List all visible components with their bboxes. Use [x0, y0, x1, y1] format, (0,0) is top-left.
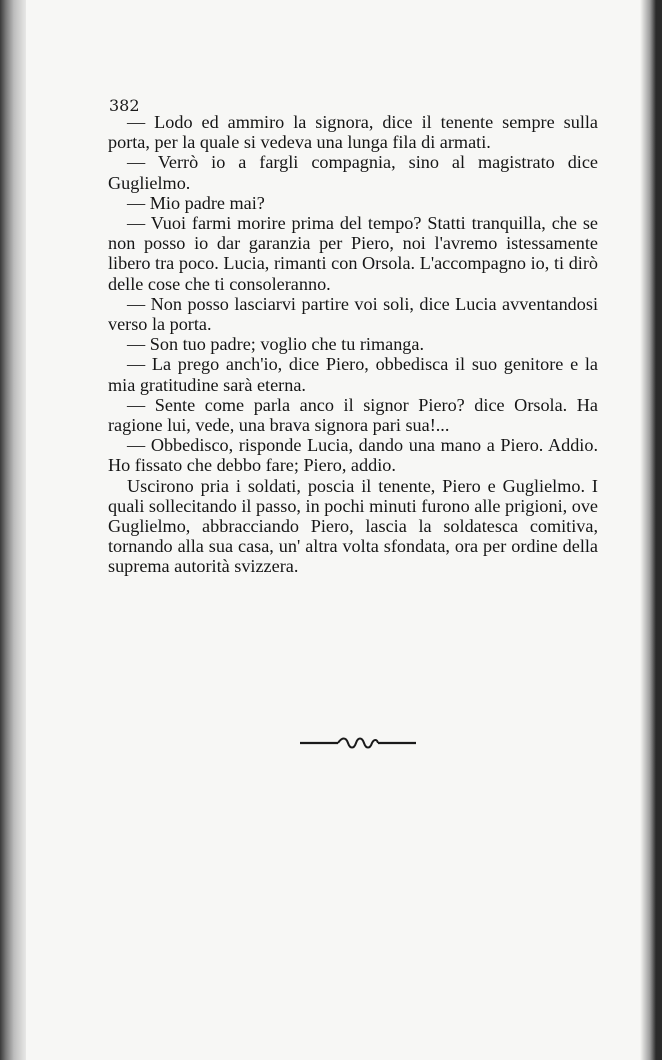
page-number: 382	[109, 96, 140, 115]
paragraph: — Son tuo padre; voglio che tu rimanga.	[127, 334, 425, 355]
paragraph: — La prego anch'io, dice Piero, obbedisca il suo genitore e la mia gratitudine sarà eterna.	[108, 354, 598, 395]
page-right-edge	[640, 0, 662, 1060]
paragraph: — Sente come parla anco il signor Piero? dice Orsola. Ha ragione lui, vede, una brava signora pari sua!...	[108, 394, 598, 436]
ornament-flourish-icon	[298, 734, 418, 750]
paragraph: — Verrò io a fargli compagnia, sino al magistrato dice Guglielmo.	[108, 152, 598, 193]
paragraph: — Vuoi farmi morire prima del tempo? Statti tranquilla, che se non posso io dar garanzia per Piero, noi l'avremo istessamente libero tra poco. Lucia, rimanti con Orsola. L'accompagno io, ti dirò delle cose che ti consoleranno.	[108, 213, 598, 294]
paragraph: — Non posso lasciarvi partire voi soli, dice Lucia avventandosi verso la porta.	[108, 293, 598, 335]
paragraph: — Lodo ed ammiro la signora, dice il tenente sempre sulla porta, per la quale si vedeva una lunga fila di armati.	[108, 112, 598, 153]
body-text	[108, 112, 598, 577]
paragraph: — Mio padre mai?	[127, 192, 265, 213]
paragraph: — Obbedisco, risponde Lucia, dando una mano a Piero. Addio. Ho fissato che debbo fare; Piero, addio.	[108, 435, 598, 476]
page-binding-edge	[0, 0, 26, 1060]
paragraph: Uscirono pria i soldati, poscia il tenente, Piero e Guglielmo. I quali sollecitando il passo, in pochi minuti furono alle prigioni, ove Guglielmo, abbracciando Piero, lascia la soldatesca comitiva, tornando alla sua casa, un' altra volta sfondata, ora per ordine della suprema autorità svizzera.	[108, 475, 598, 577]
